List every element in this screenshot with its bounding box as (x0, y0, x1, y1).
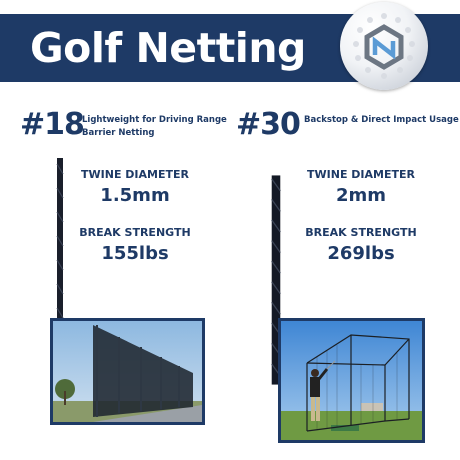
spec-value: 269lbs (327, 243, 395, 264)
spec-value: 1.5mm (100, 185, 170, 206)
product-number: #30 (236, 107, 300, 142)
driving-range-barrier-net-photo (50, 318, 205, 425)
spec-twine-diameter (286, 168, 436, 208)
spec-break-strength (60, 226, 210, 266)
product-description: Lightweight for Driving Range Barrier Netting (82, 115, 227, 138)
spec-twine-diameter (60, 168, 210, 208)
spec-label: TWINE DIAMETER (307, 168, 415, 181)
product-description: Backstop & Direct Impact Usage (304, 115, 459, 125)
product-number: #18 (20, 107, 84, 142)
golf-ball-with-logo-icon (340, 2, 428, 90)
spec-break-strength (286, 226, 436, 266)
page-title: Golf Netting (30, 24, 306, 72)
golf-practice-cage-photo (278, 318, 425, 443)
spec-label: BREAK STRENGTH (79, 226, 191, 239)
spec-value: 2mm (335, 185, 387, 206)
spec-label: TWINE DIAMETER (81, 168, 189, 181)
spec-label: BREAK STRENGTH (305, 226, 417, 239)
spec-value: 155lbs (101, 243, 169, 264)
